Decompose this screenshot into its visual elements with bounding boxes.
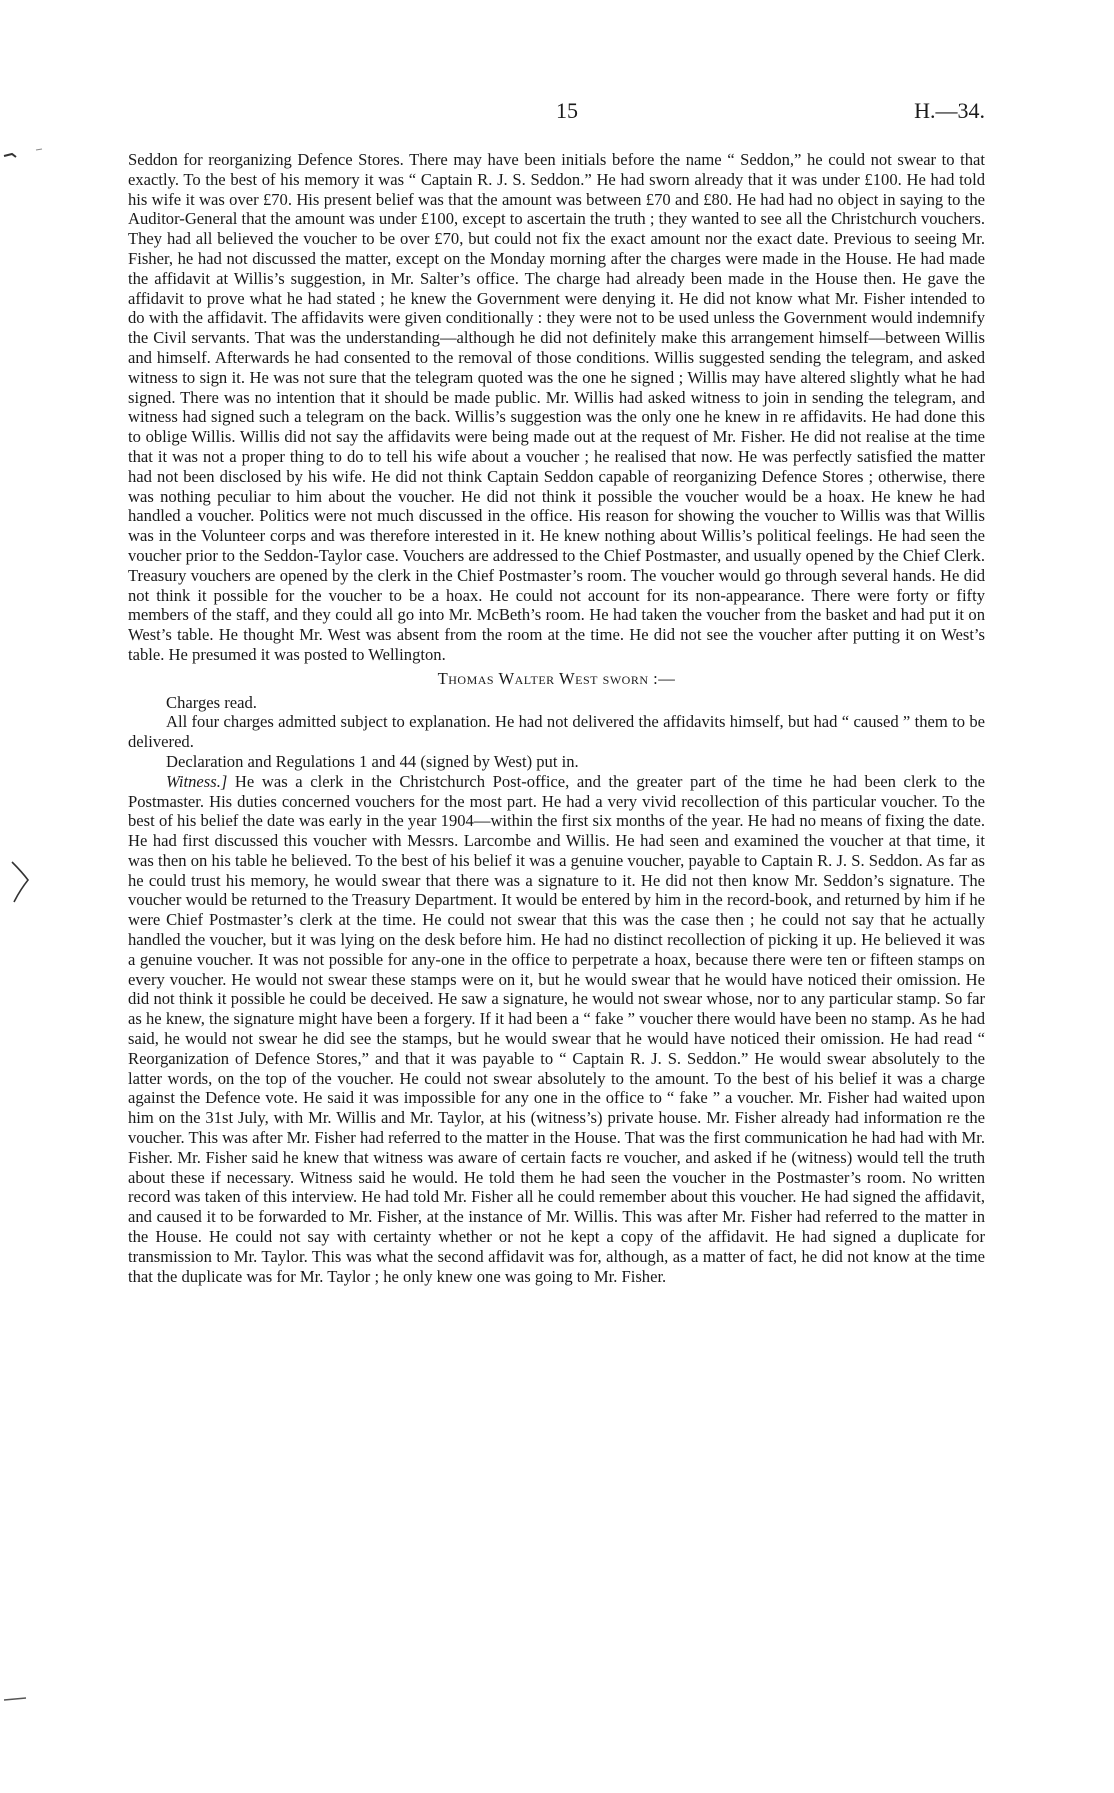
body-text	[128, 150, 985, 1286]
margin-mark-top	[2, 146, 48, 160]
paragraph-continuation: Seddon for reorganizing Defence Stores. There may have been initials before the name “ Seddon,” he could not swear to that exactly. To the best of his memory it was “ Captain R. J. S. Seddon.” He had sworn already that it was under £100. He had told his wife it was over £70. His present belief was that the amount was between £70 and £80. He had had no object in saying to the Auditor-General that the amount was under £100, except to ascertain the truth ; they wanted to see all the Christchurch vouchers. They had all believed the voucher to be over £70, but could not fix the exact amount nor the exact date. Previous to seeing Mr. Fisher, he had not discussed the matter, except on the Monday morning after the charges were made in the House. He had made the affidavit at Willis’s suggestion, in Mr. Salter’s office. The charge had already been made in the House then. He gave the affidavit to prove what he had stated ; he knew the Government were denying it. He did not know what Mr. Fisher intended to do with the affidavit. The affidavits were given conditionally : they were not to be used unless the Government would indemnify the Civil servants. That was the understanding—although he did not definitely make this arrangement himself—between Willis and himself. Afterwards he had consented to the removal of those conditions. Willis suggested sending the telegram, and asked witness to sign it. He was not sure that the telegram quoted was the one he signed ; Willis may have altered slightly what he had signed. There was no intention that it should be made public. Mr. Willis had asked witness to join in sending the telegram, and witness had signed such a telegram on the back. Willis’s suggestion was the only one he knew in re affidavits. He had done this to oblige Willis. Willis did not say the affidavits were being made out at the request of Mr. Fisher. He did not realise at the time that it was not a proper thing to do to tell his wife about a voucher ; he realised that now. He was perfectly satisfied the matter had not been disclosed by his wife. He did not think Captain Seddon capable of reorganizing Defence Stores ; otherwise, there was nothing peculiar to him about the voucher. He did not think it possible the voucher would be a hoax. He knew he had handled a voucher. Politics were not much discussed in the office. His reason for showing the voucher to Willis was that Willis was in the Volunteer corps and was therefore interested in it. He knew nothing about Willis’s political feelings. He had seen the voucher prior to the Seddon-Taylor case. Vouchers are addressed to the Chief Postmaster, and usually opened by the Chief Clerk. Treasury vouchers are opened by the clerk in the Chief Postmaster’s room. The voucher would go through several hands. He did not think it possible for the voucher to be a hoax. He could not account for its non-appearance. There were forty or fifty members of the staff, and they could all go into Mr. McBeth’s room. He had taken the voucher from the basket and had put it on West’s table. He thought Mr. West was absent from the room at the time. He did not see the voucher after putting it on West’s table. He presumed it was posted to Wellington.	[128, 150, 985, 664]
paragraph-witness-testimony	[128, 772, 985, 1287]
witness-testimony-text: He was a clerk in the Christchurch Post-office, and the greater part of the time he had been clerk to the Postmaster. His duties concerned vouchers for the most part. He had a very vivid recollection of this particular voucher. To the best of his belief the date was early in the year 1904—within the first six months of the year. He had no means of fixing the date. He had first discussed this voucher with Messrs. Larcombe and Willis. He had seen and examined the voucher at that time, it was then on his table he believed. To the best of his belief it was a genuine voucher, payable to Captain R. J. S. Seddon. As far as he could trust his memory, he would swear that there was a signature to it. He did not then know Mr. Seddon’s signature. The voucher would be returned to the Treasury Department. It would be entered by him in the record-book, and returned by him if he were Chief Postmaster’s clerk at the time. He could not swear that this was the case then ; he could not say that he actually handled the voucher, but it was lying on the desk before him. He had no distinct recollection of picking it up. He believed it was a genuine voucher. It was not possible for any-one in the office to perpetrate a hoax, because there were ten or fifteen stamps on every voucher. He would not swear these stamps were on it, but he would swear that he would have noticed their omission. He did not think it possible he could be deceived. He saw a signature, he would not swear whose, nor to any particular stamp. So far as he knew, the signature might have been a forgery. If it had been a “ fake ” voucher there would have been no stamp. As he had said, he would not swear he did see the stamps, but he would swear that he would have noticed their omission. He had read “ Reorganization of Defence Stores,” and that it was payable to “ Captain R. J. S. Seddon.” He would swear absolutely to the latter words, on the top of the voucher. He could not swear absolutely to the amount. To the best of his belief it was a charge against the Defence vote. He said it was impossible for any one in the office to “ fake ” a voucher. Mr. Fisher had waited upon him on the 31st July, with Mr. Willis and Mr. Taylor, at his (witness’s) private house. Mr. Fisher already had information re the voucher. This was after Mr. Fisher had referred to the matter in the House. That was the first communication he had had with Mr. Fisher. Mr. Fisher said he knew that witness was aware of certain facts re voucher, and asked if he (witness) would tell the truth about these if necessary. Witness said he would. He told them he had seen the voucher in the Postmaster’s room. No written record was taken of this interview. He had told Mr. Fisher all he could remember about this voucher. He had signed the affidavit, and caused it to be forwarded to Mr. Fisher, at the instance of Mr. Willis. This was after Mr. Fisher had referred to the matter in the House. He could not say with certainty whether or not he kept a copy of the affidavit. He had signed a duplicate for transmission to Mr. Taylor. This was what the second affidavit was for, although, as a matter of fact, he did not know at the time that the duplicate was for Mr. Taylor ; he only knew one was going to Mr. Fisher.	[128, 771, 985, 1286]
paragraph-charges-read: Charges read.	[166, 692, 257, 712]
margin-mark-bottom	[2, 1694, 32, 1704]
witness-label: Witness.]	[166, 771, 228, 791]
page-header	[128, 98, 985, 128]
witness-heading: Thomas Walter West sworn :—	[437, 668, 676, 688]
document-reference: H.—34.	[914, 98, 985, 123]
paragraph-declaration: Declaration and Regulations 1 and 44 (signed by West) put in.	[166, 751, 579, 771]
margin-mark-bracket	[8, 860, 36, 904]
page-number: 15	[556, 98, 578, 123]
paragraph-charges-admitted: All four charges admitted subject to explanation. He had not delivered the affidavits himself, but had “ caused ” them to be delivered.	[128, 712, 985, 752]
